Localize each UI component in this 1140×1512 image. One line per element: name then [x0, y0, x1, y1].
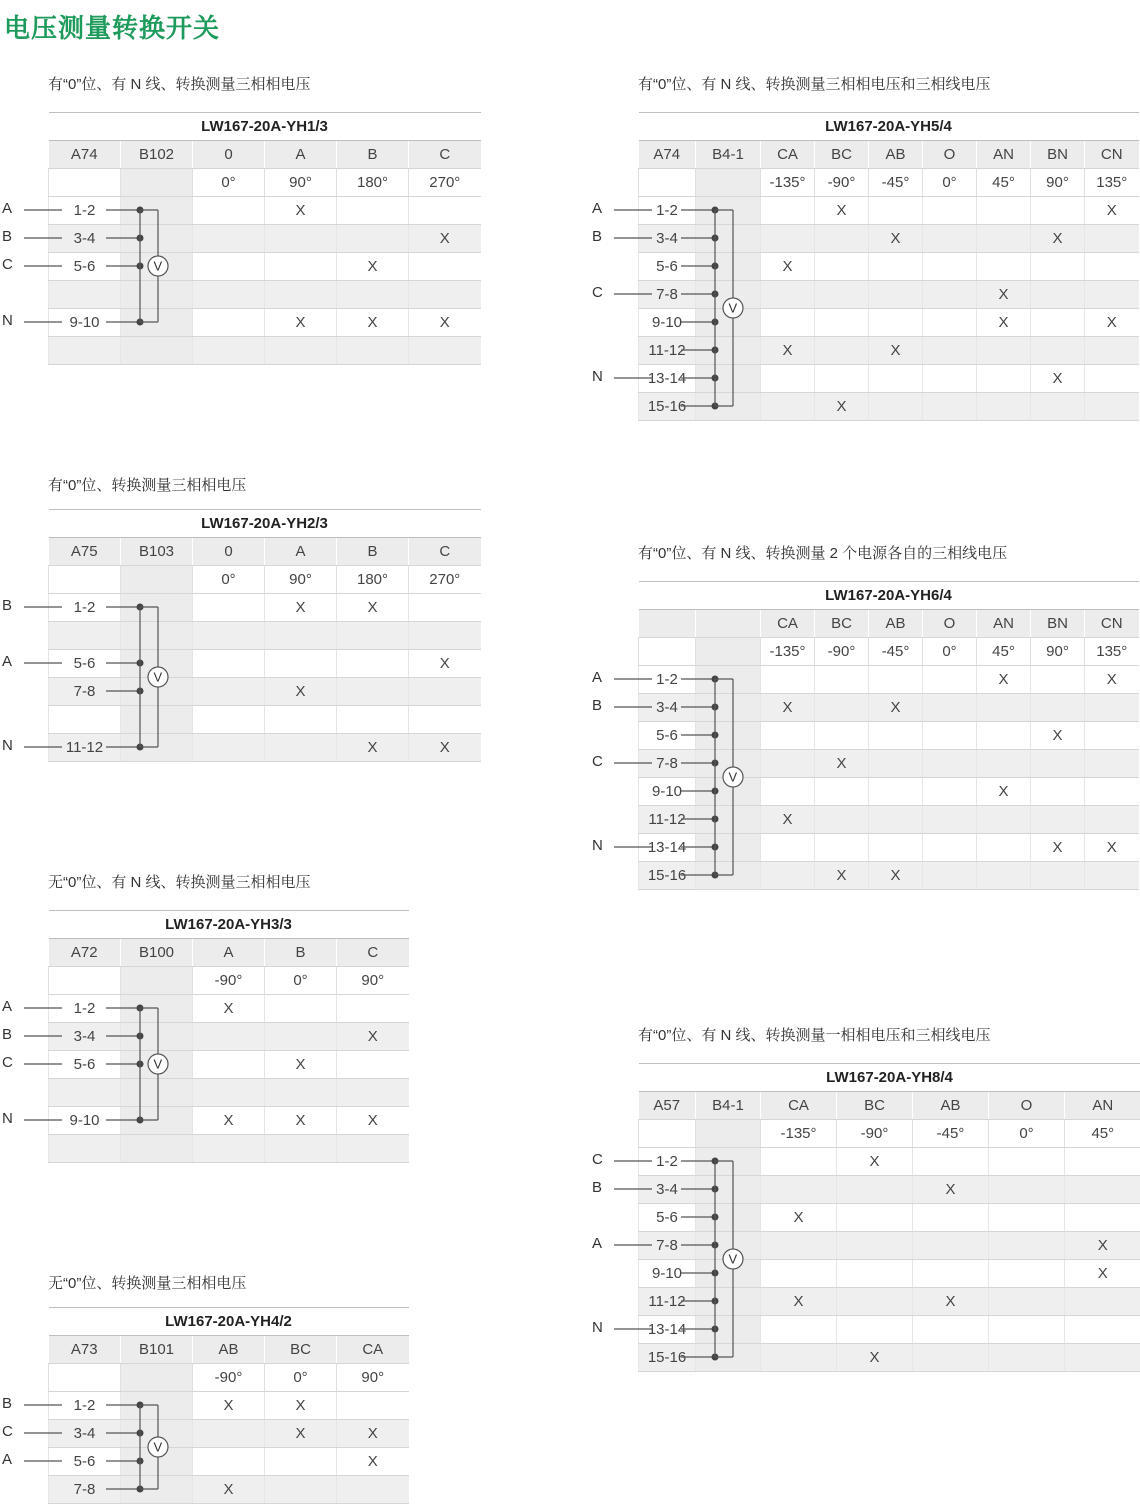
phase-line-label: B: [2, 228, 13, 245]
position-header: B: [337, 141, 409, 169]
phase-line-label: C: [592, 284, 603, 301]
position-header: O: [989, 1092, 1065, 1120]
contact-label: 9-10: [639, 1260, 696, 1288]
angle-label: -90°: [815, 169, 869, 197]
phase-line-label: A: [2, 200, 13, 217]
position-header: CN: [1085, 610, 1139, 638]
contact-mark: X: [337, 734, 409, 762]
contact-mark: X: [1031, 365, 1085, 393]
block-caption: 有“0”位、有 N 线、转换测量一相相电压和三相线电压: [638, 1027, 991, 1044]
phase-line-label: B: [592, 1179, 603, 1196]
angle-label: 90°: [1031, 638, 1085, 666]
phase-line-label: C: [2, 1054, 13, 1071]
position-header: C: [337, 939, 409, 967]
model-number: LW167-20A-YH5/4: [639, 113, 1139, 141]
contact-label: 15-16: [639, 393, 696, 421]
angle-label: -135°: [761, 169, 815, 197]
model-number: LW167-20A-YH2/3: [49, 510, 481, 538]
phase-line-label: A: [592, 200, 603, 217]
contact-mark: X: [1065, 1260, 1140, 1288]
phase-line-label: A: [2, 1451, 13, 1468]
voltmeter-symbol: V: [728, 300, 738, 316]
position-header: CA: [761, 141, 815, 169]
contact-mark: X: [265, 1420, 337, 1448]
angle-label: 180°: [337, 169, 409, 197]
header-code: B100: [121, 939, 193, 967]
position-header: AB: [193, 1336, 265, 1364]
voltmeter-symbol: V: [728, 1251, 738, 1267]
position-header: A: [265, 141, 337, 169]
contact-mark: X: [869, 337, 923, 365]
contact-label: 5-6: [639, 1204, 696, 1232]
contact-mark: X: [761, 1204, 837, 1232]
phase-line-label: N: [592, 837, 603, 854]
contact-mark: X: [913, 1176, 989, 1204]
header-code: A73: [49, 1336, 121, 1364]
block-caption: 有“0”位、有 N 线、转换测量 2 个电源各自的三相线电压: [638, 545, 1008, 562]
contact-label: 3-4: [639, 1176, 696, 1204]
position-header: BC: [837, 1092, 913, 1120]
contact-mark: X: [337, 309, 409, 337]
position-header: C: [409, 141, 481, 169]
contact-label: 5-6: [49, 1051, 121, 1079]
angle-label: 180°: [337, 566, 409, 594]
voltmeter-symbol: V: [153, 258, 163, 274]
contact-mark: X: [265, 309, 337, 337]
contact-label: 11-12: [639, 337, 696, 365]
angle-label: 45°: [1065, 1120, 1140, 1148]
phase-line-label: A: [592, 1235, 603, 1252]
angle-label: 0°: [193, 566, 265, 594]
contact-mark: X: [337, 1023, 409, 1051]
contact-label: 1-2: [639, 666, 696, 694]
position-header: O: [923, 141, 977, 169]
phase-line-label: B: [592, 697, 603, 714]
page-title: 电压测量转换开关: [4, 13, 221, 43]
contact-mark: X: [1031, 225, 1085, 253]
angle-label: 90°: [265, 566, 337, 594]
model-number: LW167-20A-YH1/3: [49, 113, 481, 141]
position-header: O: [923, 610, 977, 638]
block-caption: 无“0”位、有 N 线、转换测量三相相电压: [48, 874, 311, 891]
contact-label: 1-2: [639, 1148, 696, 1176]
contact-mark: X: [1065, 1232, 1140, 1260]
phase-line-label: N: [2, 1110, 13, 1127]
phase-line-label: N: [2, 312, 13, 329]
contact-label: 1-2: [49, 1392, 121, 1420]
phase-line-label: N: [592, 368, 603, 385]
contact-label: 1-2: [49, 995, 121, 1023]
contact-mark: X: [265, 197, 337, 225]
position-header: BN: [1031, 141, 1085, 169]
contact-mark: X: [337, 594, 409, 622]
position-header: BC: [815, 610, 869, 638]
contact-mark: X: [265, 1392, 337, 1420]
block-caption: 有“0”位、转换测量三相相电压: [48, 477, 247, 494]
contact-mark: X: [265, 1051, 337, 1079]
contact-label: 7-8: [49, 678, 121, 706]
contact-label: 3-4: [49, 1420, 121, 1448]
contact-label: 15-16: [639, 1344, 696, 1372]
contact-mark: X: [409, 650, 481, 678]
contact-mark: X: [977, 778, 1031, 806]
position-header: CN: [1085, 141, 1139, 169]
angle-label: 45°: [977, 169, 1031, 197]
contact-mark: X: [1031, 722, 1085, 750]
header-code: B101: [121, 1336, 193, 1364]
angle-label: -90°: [193, 1364, 265, 1392]
contact-mark: X: [1085, 309, 1139, 337]
contact-label: 9-10: [49, 309, 121, 337]
contact-mark: X: [815, 197, 869, 225]
angle-label: 0°: [265, 1364, 337, 1392]
contact-label: 15-16: [639, 862, 696, 890]
header-code: B4-1: [696, 1092, 761, 1120]
contact-mark: X: [815, 862, 869, 890]
phase-line-label: C: [2, 256, 13, 273]
header-code: A57: [639, 1092, 696, 1120]
angle-label: -45°: [913, 1120, 989, 1148]
contact-label: 9-10: [639, 778, 696, 806]
contact-label: 5-6: [639, 253, 696, 281]
model-number: LW167-20A-YH3/3: [49, 911, 409, 939]
angle-label: 0°: [989, 1120, 1065, 1148]
position-header: B: [265, 939, 337, 967]
phase-line-label: B: [2, 1026, 13, 1043]
position-header: AB: [869, 610, 923, 638]
contact-label: 3-4: [639, 225, 696, 253]
phase-line-label: N: [592, 1319, 603, 1336]
contact-label: 7-8: [639, 281, 696, 309]
phase-line-label: B: [2, 1395, 13, 1412]
contact-label: 1-2: [49, 197, 121, 225]
contact-label: 5-6: [49, 1448, 121, 1476]
model-number: LW167-20A-YH6/4: [639, 582, 1139, 610]
angle-label: -90°: [193, 967, 265, 995]
angle-label: 90°: [1031, 169, 1085, 197]
contact-mark: X: [815, 750, 869, 778]
contact-label: 11-12: [49, 734, 121, 762]
contact-mark: X: [761, 1288, 837, 1316]
contact-mark: X: [913, 1288, 989, 1316]
phase-line-label: A: [2, 653, 13, 670]
block-caption: 无“0”位、转换测量三相相电压: [48, 1275, 247, 1292]
position-header: A: [265, 538, 337, 566]
angle-label: -135°: [761, 638, 815, 666]
phase-line-label: C: [2, 1423, 13, 1440]
block-caption: 有“0”位、有 N 线、转换测量三相相电压和三相线电压: [638, 76, 991, 93]
header-code: B4-1: [696, 141, 761, 169]
position-header: 0: [193, 538, 265, 566]
contact-label: 13-14: [639, 1316, 696, 1344]
header-code: A75: [49, 538, 121, 566]
position-header: AB: [913, 1092, 989, 1120]
contact-mark: X: [265, 594, 337, 622]
position-header: CA: [337, 1336, 409, 1364]
contact-mark: X: [265, 678, 337, 706]
contact-mark: X: [409, 225, 481, 253]
angle-label: -90°: [815, 638, 869, 666]
angle-label: 90°: [265, 169, 337, 197]
contact-mark: X: [761, 806, 815, 834]
angle-label: 0°: [923, 638, 977, 666]
position-header: A: [193, 939, 265, 967]
contact-mark: X: [409, 734, 481, 762]
position-header: CA: [761, 1092, 837, 1120]
contact-label: 1-2: [49, 594, 121, 622]
contact-mark: X: [1085, 834, 1139, 862]
contact-mark: X: [869, 694, 923, 722]
header-code: B103: [121, 538, 193, 566]
contact-label: 11-12: [639, 1288, 696, 1316]
voltmeter-symbol: V: [153, 669, 163, 685]
contact-label: 5-6: [639, 722, 696, 750]
contact-label: 7-8: [639, 1232, 696, 1260]
contact-mark: X: [1031, 834, 1085, 862]
contact-mark: X: [869, 225, 923, 253]
contact-label: 3-4: [639, 694, 696, 722]
contact-label: 1-2: [639, 197, 696, 225]
angle-label: -45°: [869, 169, 923, 197]
block-caption: 有“0”位、有 N 线、转换测量三相相电压: [48, 76, 311, 93]
contact-label: 7-8: [49, 1476, 121, 1504]
angle-label: 135°: [1085, 169, 1139, 197]
contact-label: 3-4: [49, 1023, 121, 1051]
contact-mark: X: [337, 253, 409, 281]
contact-mark: X: [761, 253, 815, 281]
angle-label: 270°: [409, 169, 481, 197]
position-header: CA: [761, 610, 815, 638]
angle-label: 45°: [977, 638, 1031, 666]
contact-mark: X: [837, 1148, 913, 1176]
contact-mark: X: [337, 1107, 409, 1135]
model-number: LW167-20A-YH8/4: [639, 1064, 1140, 1092]
contact-label: 5-6: [49, 253, 121, 281]
header-code: A74: [49, 141, 121, 169]
contact-label: 9-10: [49, 1107, 121, 1135]
angle-label: 135°: [1085, 638, 1139, 666]
phase-line-label: B: [2, 597, 13, 614]
contact-label: 13-14: [639, 365, 696, 393]
position-header: 0: [193, 141, 265, 169]
contact-mark: X: [1085, 197, 1139, 225]
phase-line-label: A: [2, 998, 13, 1015]
contact-mark: X: [815, 393, 869, 421]
contact-mark: X: [337, 1420, 409, 1448]
contact-mark: X: [869, 862, 923, 890]
contact-mark: X: [193, 995, 265, 1023]
contact-mark: X: [337, 1448, 409, 1476]
angle-label: 0°: [923, 169, 977, 197]
contact-mark: X: [409, 309, 481, 337]
contact-label: 7-8: [639, 750, 696, 778]
position-header: BC: [815, 141, 869, 169]
angle-label: 0°: [265, 967, 337, 995]
angle-label: -135°: [761, 1120, 837, 1148]
phase-line-label: A: [592, 669, 603, 686]
contact-mark: X: [193, 1476, 265, 1504]
position-header: AN: [977, 610, 1031, 638]
contact-mark: X: [1085, 666, 1139, 694]
contact-mark: X: [761, 337, 815, 365]
contact-mark: X: [977, 309, 1031, 337]
contact-mark: X: [265, 1107, 337, 1135]
contact-mark: X: [837, 1344, 913, 1372]
position-header: BN: [1031, 610, 1085, 638]
phase-line-label: C: [592, 1151, 603, 1168]
position-header: BC: [265, 1336, 337, 1364]
contact-label: 5-6: [49, 650, 121, 678]
model-number: LW167-20A-YH4/2: [49, 1308, 409, 1336]
contact-label: 3-4: [49, 225, 121, 253]
angle-label: -45°: [869, 638, 923, 666]
contact-mark: X: [761, 694, 815, 722]
phase-line-label: N: [2, 737, 13, 754]
position-header: AN: [1065, 1092, 1140, 1120]
angle-label: 90°: [337, 967, 409, 995]
position-header: C: [409, 538, 481, 566]
angle-label: 90°: [337, 1364, 409, 1392]
phase-line-label: B: [592, 228, 603, 245]
position-header: AN: [977, 141, 1031, 169]
header-code: B102: [121, 141, 193, 169]
contact-mark: X: [977, 666, 1031, 694]
position-header: B: [337, 538, 409, 566]
angle-label: 270°: [409, 566, 481, 594]
contact-label: 9-10: [639, 309, 696, 337]
header-code: A72: [49, 939, 121, 967]
voltmeter-symbol: V: [153, 1439, 163, 1455]
voltmeter-symbol: V: [153, 1056, 163, 1072]
header-code: A74: [639, 141, 696, 169]
voltmeter-symbol: V: [728, 769, 738, 785]
contact-label: 11-12: [639, 806, 696, 834]
angle-label: -90°: [837, 1120, 913, 1148]
contact-label: 13-14: [639, 834, 696, 862]
position-header: AB: [869, 141, 923, 169]
angle-label: 0°: [193, 169, 265, 197]
phase-line-label: C: [592, 753, 603, 770]
contact-mark: X: [193, 1392, 265, 1420]
contact-mark: X: [977, 281, 1031, 309]
contact-mark: X: [193, 1107, 265, 1135]
